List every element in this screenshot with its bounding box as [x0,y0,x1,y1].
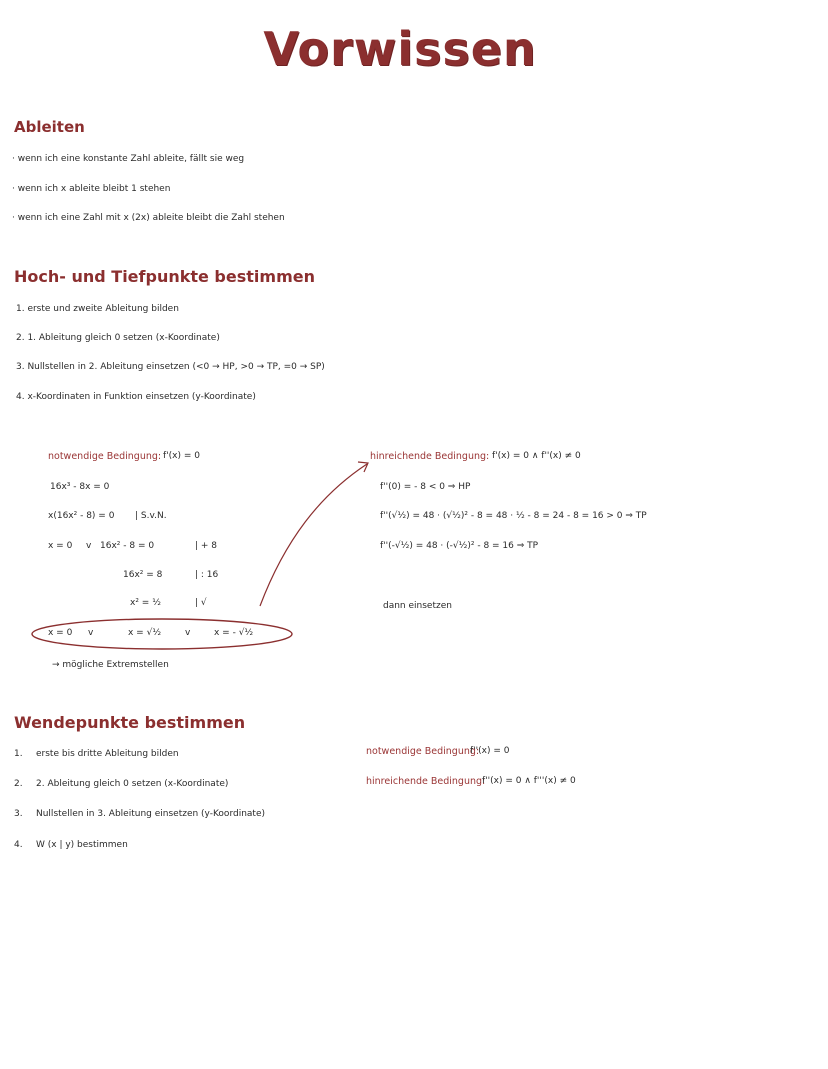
equation-note: | S.v.N. [135,511,167,521]
equation-note: | + 8 [195,541,218,551]
section-heading-hochtief: Hoch- und Tiefpunkte bestimmen [14,267,315,286]
solution: x = √½ [128,628,162,638]
wende-sufficient-value: f''(x) = 0 ∧ f'''(x) ≠ 0 [482,776,576,786]
arrow-head-icon [358,462,368,472]
equation: x(16x² - 8) = 0 [48,511,115,521]
or-symbol: v [86,541,92,551]
step-number: 4. [14,840,23,850]
equation: 16x² = 8 [123,570,163,580]
wende-step: erste bis dritte Ableitung bilden [36,749,179,759]
equation: 16x² - 8 = 0 [100,541,155,551]
wende-step: 2. Ableitung gleich 0 setzen (x-Koordinate) [36,779,229,789]
wende-necessary-label: notwendige Bedingung: [366,746,480,757]
step-number: 1. [14,749,23,759]
check-line: f''(-√½) = 48 · (-√½)² - 8 = 16 ⇒ TP [380,541,539,551]
solution: x = 0 [48,628,73,638]
section-heading-ableiten: Ableiten [14,118,85,136]
wende-step: Nullstellen in 3. Ableitung einsetzen (y-Koordinate) [36,809,265,819]
wende-step: W (x | y) bestimmen [36,840,128,850]
ableiten-item: · wenn ich x ableite bleibt 1 stehen [12,184,171,194]
hochtief-step: 4. x-Koordinaten in Funktion einsetzen (y-Koordinate) [16,392,256,402]
sufficient-condition-label: hinreichende Bedingung: [370,451,490,462]
equation-note: | √ [195,598,207,608]
result-note: → mögliche Extremstellen [52,660,169,670]
hochtief-step: 3. Nullstellen in 2. Ableitung einsetzen (<0 → HP, >0 → TP, =0 → SP) [16,362,325,372]
hochtief-step: 2. 1. Ableitung gleich 0 setzen (x-Koordinate) [16,333,220,343]
page-title: Vorwissen [263,22,537,76]
sufficient-condition-value: f'(x) = 0 ∧ f''(x) ≠ 0 [492,451,581,461]
check-line: f''(√½) = 48 · (√½)² - 8 = 48 · ½ - 8 = 24 - 8 = 16 > 0 ⇒ TP [380,511,647,521]
equation: x = 0 [48,541,73,551]
wende-sufficient-label: hinreichende Bedingung: [366,776,486,787]
step-number: 3. [14,809,23,819]
equation: x² = ½ [130,598,161,608]
wende-necessary-value: f''(x) = 0 [470,746,510,756]
arrow-line [260,464,367,606]
necessary-condition-value: f'(x) = 0 [163,451,200,461]
check-line: f''(0) = - 8 < 0 ⇒ HP [380,482,471,492]
equation: 16x³ - 8x = 0 [50,482,110,492]
or-symbol: v [185,628,191,638]
necessary-condition-label: notwendige Bedingung: [48,451,162,462]
section-heading-wende: Wendepunkte bestimmen [14,713,246,732]
or-symbol: v [88,628,94,638]
step-number: 2. [14,779,23,789]
ableiten-item: · wenn ich eine Zahl mit x (2x) ableite bleibt die Zahl stehen [12,213,285,223]
hochtief-step: 1. erste und zweite Ableitung bilden [16,304,179,314]
solution: x = - √½ [214,628,254,638]
insert-note: dann einsetzen [383,601,452,611]
ableiten-item: · wenn ich eine konstante Zahl ableite, fällt sie weg [12,154,245,164]
equation-note: | : 16 [195,570,219,580]
